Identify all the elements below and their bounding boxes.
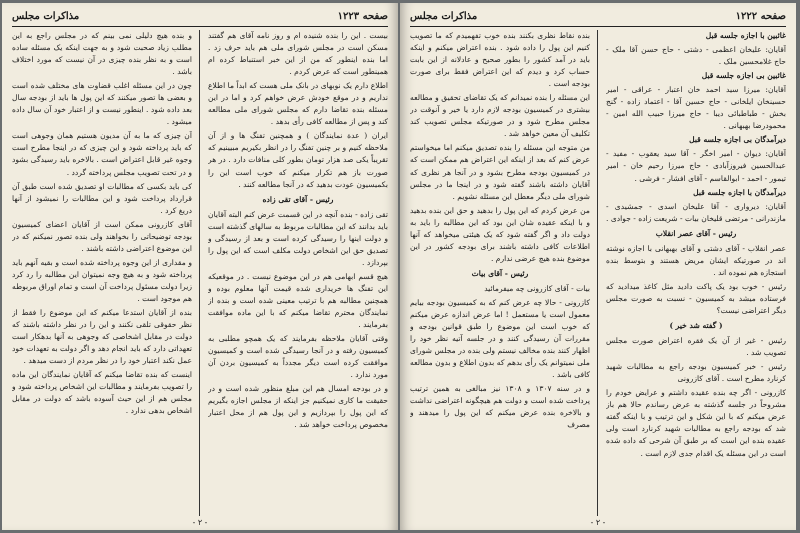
page-header [12, 7, 388, 25]
page-mark: - ۲ - [192, 518, 208, 527]
paragraph: رئیس - خبر کمیسیون بودجه راجع به مطالبات شهید کرنارد مطرح است . آقای کازرونی [606, 362, 786, 384]
paragraph: بیات - آقای کازرونی چه میفرمائید [484, 283, 590, 293]
text-column-right [606, 30, 786, 516]
text-column-left [12, 30, 192, 516]
left-page [2, 3, 398, 530]
paragraph: و در سنه ۱۳۰۷ و ۱۳۰۸ نیز مبالغی به همین ترتیب پرداخت شده است و دولت هم هیچگونه اعتراضی نداشت و بالاخره بنده عرض میکنم که این پول را میدهند و مصرف [410, 384, 590, 430]
page-mark: - ۲ - [590, 518, 606, 527]
paragraph: آقایان: دیوان - امیر اخگر - آقا سید یعقوب - مفید - عبدالحسین فیروزآبادی - حاج میرزا رحیم خان - امیر تیمور - احمد - ابوالقاسم - آقای افشار - فرشی . [606, 149, 786, 183]
section-heading: غائبین با اجازه جلسه قبل [705, 31, 786, 40]
column-divider [199, 30, 200, 516]
paragraph: بنده نقاط نظری بکنند بنده خوب تفهمیدم که ما تصویب کنیم این پول را داده شود . بنده اعتراض میکنم و اینکه باید در آمد کشور را بطور صحیح و عادلانه از این بابت حساب کرد و دیدم که این اعتراض فقط برای صورت بودجه است . [410, 31, 590, 89]
paragraph: این مسئله را بنده نمیدانم که یک تقاضای تحقیق و مطالعه بیشتری در کمیسیون بودجه لازم دارد یا خیر و آنوقت در مجلس مطرح شود و در صورتیکه مجلس تصویب کند تکلیف آن معین خواهد شد . [410, 93, 590, 139]
paragraph: و بنده هیچ دلیلی نمی بینم که در مجلس راجع به این مطلب زیاد صحبت شود و به جهت اینکه یک مسئله ساده است و به نظر بنده چیزی در آن نیست که مورد اختلاف باشد . [12, 31, 192, 77]
text-column-left [410, 30, 590, 516]
paragraph: چون در این مسئله اغلب قضاوت های مختلف شده است و بعضی ها تصور میکنند که این پول ها باید از بودجه سال بعد داده شود . اینطور نیست و از اعتبار خود آن سال داده میشود . [12, 81, 192, 127]
paragraph: رئیس - خوب بود یک پاکت دادید مثل کاغذ میدادید که فرستاده میشد به کمیسیون - نسبت به صورت مجلس دیگر اعتراضی نیست؟ [606, 281, 786, 315]
paragraph: کازرونی - اگر چه بنده عقیده داشتم و عرایض خودم را مشروحاً در جلسه گذشته به عرض رساندم حالا هم باز عرض میکنم که با این شکل و این ترتیب و با اینکه گفته شد که بودجه راجع به مطالبات شهید کرنارد است ولی عقیده بنده این است که بر طبق آن شرحی که داده شده است در این مسئله یک اقدام جدی لازم است . [606, 388, 786, 458]
column-divider [597, 30, 598, 516]
journal-title: مذاکرات مجلس [12, 10, 80, 22]
speaker-line: رئیس - آقای بیات [471, 268, 529, 278]
page-number-label: صفحه ۱۲۲۲ [735, 10, 786, 22]
paragraph: آقایان: دیرواری - آقا علیخان اسدی - جمشیدی - مازندرانی - مرتضی قلیخان بیات - شریعت زاده - جوادی . [606, 201, 786, 223]
paragraph: هیچ قسم ابهامی هم در این موضوع نیست . در موقعیکه این تفنگ ها خریداری شده قیمت آنها معلوم بوده و همچنین مطالبه هم با ترتیب معینی شده است و بنده از نمایندگان محترم تقاضا میکنم که با این ماده موافقت بفرمایند . [208, 271, 388, 330]
section-heading: غائبین بی اجازه جلسه قبل [701, 71, 786, 81]
paragraph: من متوجه این مسئله را بنده تصدیق میکنم اما میخواستم عرض کنم که بعد از اینکه این اعتراض هم ممکن است که در کمیسیون بودجه مطرح بشود و در آنجا هر نظری که آقایان داشته باشند گفته شود و در اینجا ما در مجلس شورای ملی دیگر معطل این مسئله نشویم . [410, 143, 590, 201]
page-header [410, 7, 786, 25]
paragraph: کی باید بکسی که مطالبات او تصدیق شده است طبق آن قرارداد پرداخت شود و این مطالبات را نمیشود از آنها دریغ کرد . [12, 181, 192, 215]
page-number-label: صفحه ۱۲۲۳ [337, 10, 388, 22]
paragraph: آقایان: میرزا سید احمد خان اعتبار - عراقی - امیر حسینخان ایلخانی - حاج حسین آقا - اعتماد زاده - گنج بخش - طباطبائی دیبا - حاج میرزا حبیب الله امین - محمودرضا بهبهانی . [606, 85, 786, 131]
header-rule [410, 26, 786, 27]
right-page [400, 3, 796, 530]
paragraph: اینست که بنده تقاضا میکنم که آقایان نمایندگان این ماده را تصویب بفرمایند و مطالبات این اشخاص پرداخته شود و مجلس هم از این حیث آسوده باشد که دولت در مقابل اشخاص بدهی ندارد . [12, 370, 192, 416]
paragraph: و در بودجه امسال هم این مبلغ منظور شده است و در حقیقت ما کاری نمیکنیم جز اینکه از مجلس اجازه بگیریم که این پول را بپردازیم و این پول هم از محل اعتبار مخصوص پرداخت خواهد شد . [208, 384, 388, 430]
paragraph: من عرض کردم که این پول را بدهید و حق این بنده بدهید و با اینکه عقیده شان این بود که این مطالبه را باید به دولت داد و اگر گفته شود که یک هیئتی میخواهد که آنها اطلاعات کافی داشته باشند برای بودجه کشور در این موضوع بنده هیچ عرضی ندارم . [410, 205, 590, 263]
paragraph: آن چیزی که ما به آن مدیون هستیم همان وجوهی است که باید پرداخته شود و این چیزی که در اینجا مطرح است وجوه غیر قابل اعتراض است . بالاخره باید رسیدگی بشود و در تحت تصویب مجلس پرداخته گردد . [12, 131, 192, 177]
header-rule [12, 26, 388, 27]
speaker-line: ( گفته شد خیر ) [669, 321, 723, 331]
paragraph: وقتی آقایان ملاحظه بفرمایند که یک همچو مطلبی به کمیسیون رفته و در آنجا رسیدگی شده است و کمیسیون موافقت کرده است دیگر مجدداً به کمیسیون بردن آن مورد ندارد . [208, 334, 388, 380]
paragraph: آقایان: علیخان اعظمی - دشتی - حاج حسن آقا ملک - حاج غلامحسین ملک . [606, 45, 786, 67]
speaker-line: رئیس - آقای تقی زاده [262, 194, 334, 204]
paragraph: عصر انقلاب - آقای دشتی و آقای بهبهانی با اجازه نوشته اند در صورتیکه ایشان مریض هستند و بتوسط بنده استجازه هم نموده اند . [606, 243, 786, 277]
paragraph: اطلاع دارم یک نوبهای در بانک ملی هست که ابداً ما اطلاع نداریم و در موقع خودش عرض خواهم کرد و اما در این مسئله بنده تقاضا دارم که مجلس شورای ملی مطالعه کند و پس از مطالعه کافی رأی بدهد . [208, 81, 388, 127]
paragraph: آقای کازرونی ممکن است از آقایان اعضای کمیسیون بودجه توضیحاتی را بخواهند ولی بنده تصور نمیکنم که در این موضوع اعتراضی داشته باشند . [12, 219, 192, 253]
text-column-right [208, 30, 388, 516]
section-heading: دیرآمدگان بی اجازه جلسه قبل [689, 135, 786, 145]
speaker-line: رئیس - آقای عصر انقلاب [655, 228, 737, 238]
paragraph: رئیس - غیر از آن یک فقره اعتراض صورت مجلس تصویب شد . [606, 336, 786, 358]
section-heading: دیرآمدگان با اجازه جلسه قبل [693, 187, 786, 197]
paragraph: بنده از آقایان استدعا میکنم که این موضوع را فقط از نظر حقوقی تلقی نکنند و این را در نظر داشته باشند که دولت در مقابل اشخاصی که وجوهی به آنها بدهکار است تعهداتی دارد که باید انجام دهد و اگر دولت به تعهدات خود عمل نکند اعتبار خود را در نظر مردم از دست میدهد . [12, 308, 192, 366]
paragraph: و مقداری از این وجوه پرداخته شده است و بقیه آنهم باید پرداخته شود و به هیچ وجه نمیتوان این مطالبه را رد کرد زیرا دولت مسئول پرداخت آن است و تمام اوراق مربوطه هم موجود است . [12, 257, 192, 303]
paragraph: ایران ( عدة نمایندگان ) و همچنین تفنگ ها و از آن ملاحظه کنیم و بر چنین تفنگ را در انظر بکیریم مبیینیم که تقریباً یکی صد هزار تومان بطور کلی منافات دارد . در هر صورت باز هم تکرار میکنم که خوب است این را بکمیسیون عودت بدهید که در آنجا مطالعه کنند . [208, 131, 388, 189]
journal-title: مذاکرات مجلس [410, 10, 478, 22]
paragraph: کازرونی - حالا چه عرض کنم که به کمیسیون بودجه بیایم معمول است یا مستعمل ! اما عرض اندازه عرض میکنم که خوب است این موضوع را طبق قوانین بودجه و مقررات آن رسیدگی کنند و در جلسه آتیه نظر خود را اظهار کنند بنده مخالف نیستم ولی بنده در مجلس شورای ملی نمیتوانم یک رأی بدهم که بدون اطلاع و بدون مطالعه کافی باشد . [410, 297, 590, 380]
paragraph: تقی زاده - بنده آنچه در این قسمت عرض کنم البته آقایان باید بدانند که این مطالبات مربوط به سالهای گذشته است و دولت اینها را رسیدگی کرده است و بعد از رسیدگی و تصدیق حق این اشخاص دولت مکلف است که این پول را بپردازد . [208, 209, 388, 267]
paragraph: بیست . این را بنده شنیده ام و روز نامه آقای هم گفتند مسکن است در مجلس شورای ملی هم باید حرف زد . اما بنده اینطور که من از این خبر استنباط کرده ام همینطور است که عرض کردم . [208, 31, 388, 77]
